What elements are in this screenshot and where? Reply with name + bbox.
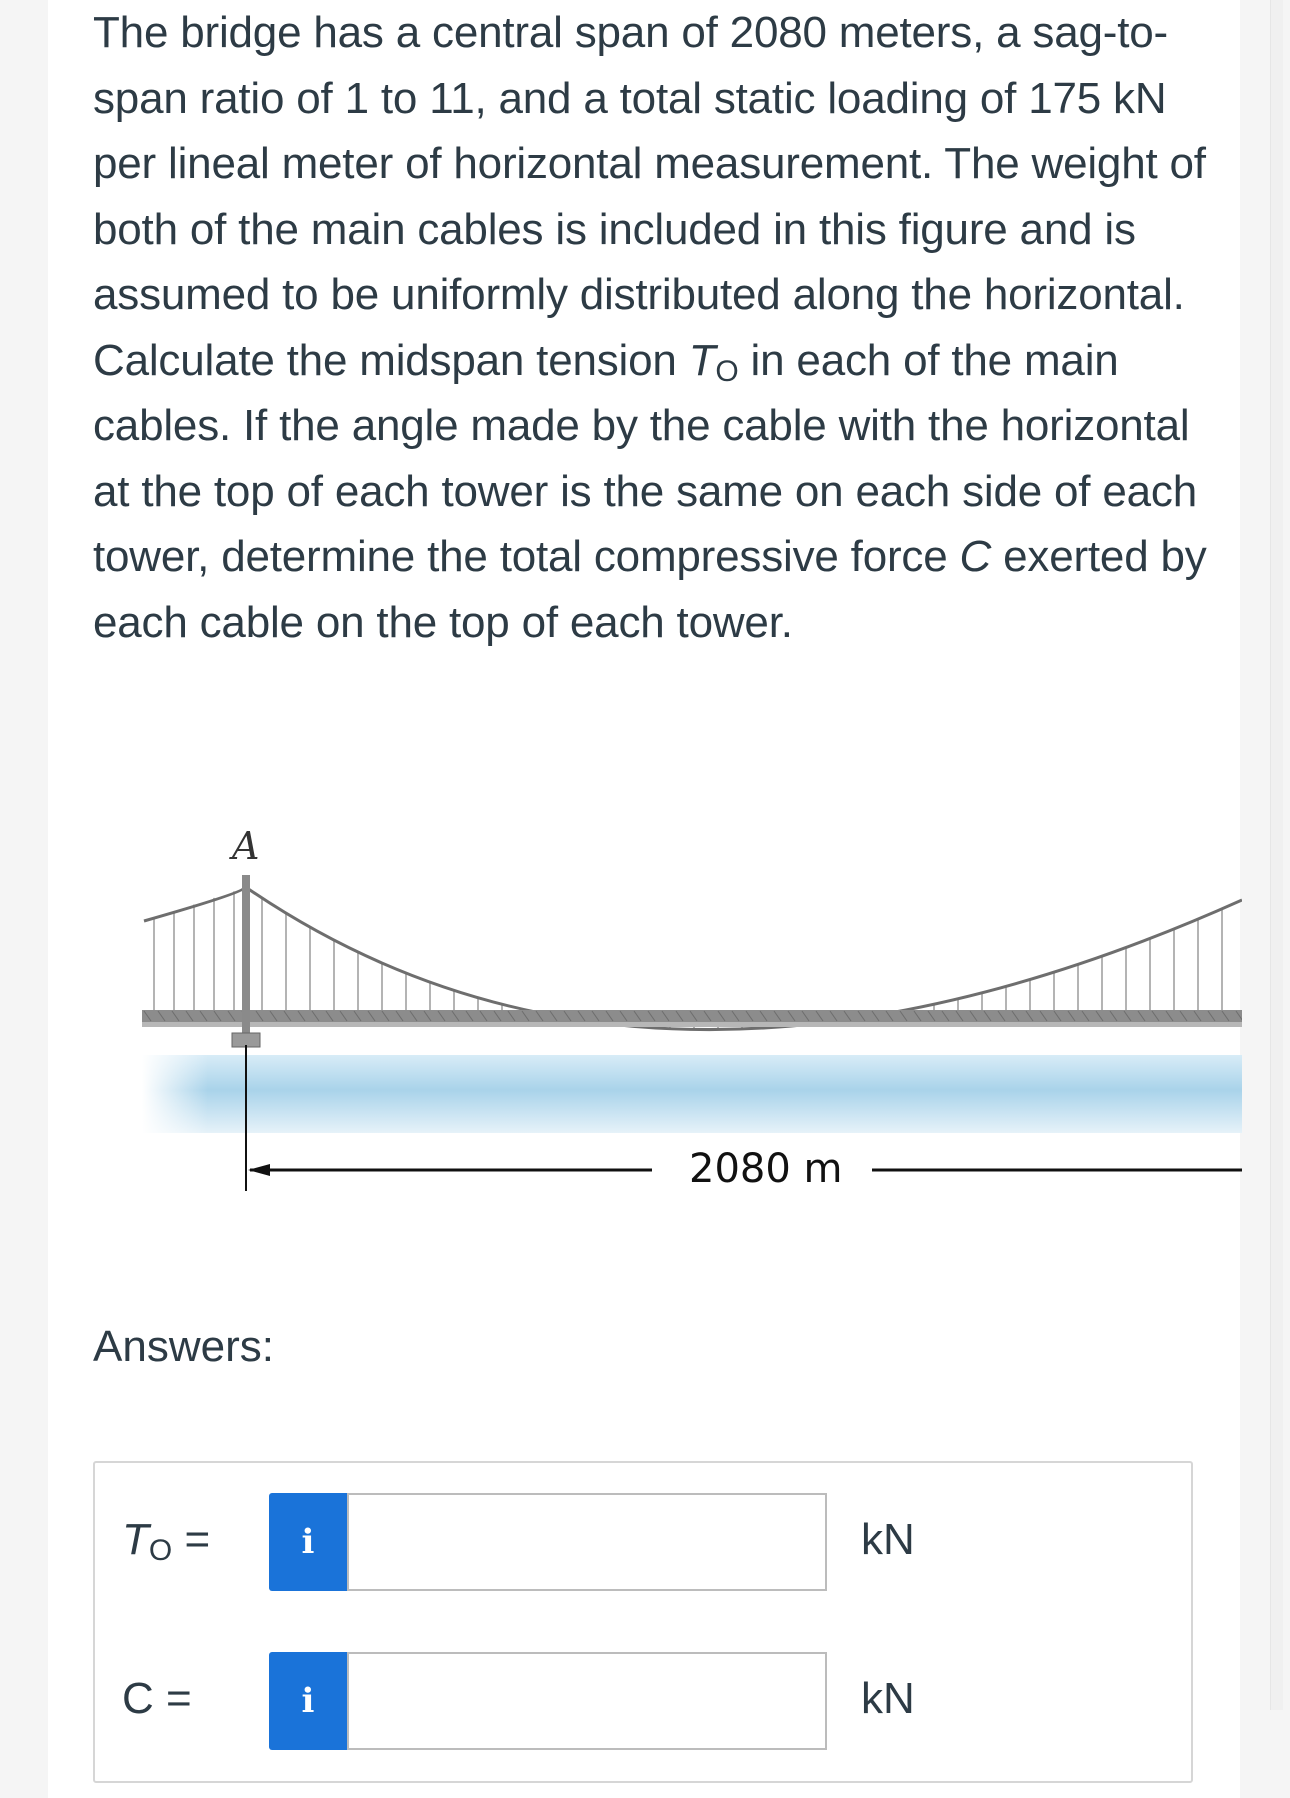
- tension-equals-sign: =: [184, 1515, 211, 1564]
- problem-text-3: exerted by each cable on the top of each tower.: [93, 532, 1207, 647]
- bridge-deck-underside: [142, 1022, 1242, 1027]
- tower-a-base: [232, 1033, 260, 1047]
- tension-subscript: O: [715, 354, 739, 388]
- hangers: [154, 891, 1222, 1029]
- main-cable: [247, 888, 1242, 1030]
- tension-answer-input[interactable]: [347, 1493, 827, 1591]
- tower-a: [242, 875, 250, 1045]
- compressive-label-symbol: C: [122, 1674, 154, 1723]
- dimension-arrowhead: [248, 1164, 270, 1176]
- answers-heading: Answers:: [93, 1322, 274, 1371]
- problem-text-2: in each of the main cables. If the angle made by the cable with the horizontal at the top of each tower is the same on each side of each tower, determine the total compressive force: [93, 335, 1197, 581]
- tension-label-symbol: T: [122, 1515, 149, 1564]
- problem-text-1: The bridge has a central span of 2080 meters, a sag-to-span ratio of 1 to 11, and a total static loading of 175 kN per lineal meter of horizontal measurement. The weight of both of the main cables is included in this figure and is assumed to be uniformly distributed along the horizontal. Calculate the midspan tension: [93, 8, 1206, 385]
- compressive-unit: kN: [861, 1674, 915, 1723]
- problem-statement: [93, 0, 1213, 655]
- compressive-equals-sign: =: [166, 1674, 192, 1723]
- scrollbar[interactable]: [1270, 0, 1283, 1710]
- answer-row-compressive: [95, 1652, 1191, 1752]
- answers-panel: [93, 1461, 1193, 1783]
- compressive-symbol: C: [959, 532, 992, 581]
- bridge-deck: [142, 1010, 1242, 1022]
- bridge-figure: [92, 785, 1242, 1245]
- info-icon[interactable]: i: [269, 1652, 347, 1750]
- tension-symbol: T: [688, 335, 716, 385]
- answer-row-tension: [95, 1493, 1191, 1593]
- answer-label-tension: [122, 1515, 210, 1565]
- compressive-answer-input[interactable]: [347, 1652, 827, 1750]
- span-dimension-label: 2080 m: [689, 1146, 843, 1192]
- tension-unit: kN: [861, 1515, 915, 1564]
- answer-label-compressive: [122, 1674, 192, 1724]
- tension-label-subscript: O: [148, 1534, 173, 1567]
- info-icon[interactable]: i: [269, 1493, 347, 1591]
- tower-label-a: A: [232, 824, 260, 868]
- water-fade: [142, 1055, 1242, 1133]
